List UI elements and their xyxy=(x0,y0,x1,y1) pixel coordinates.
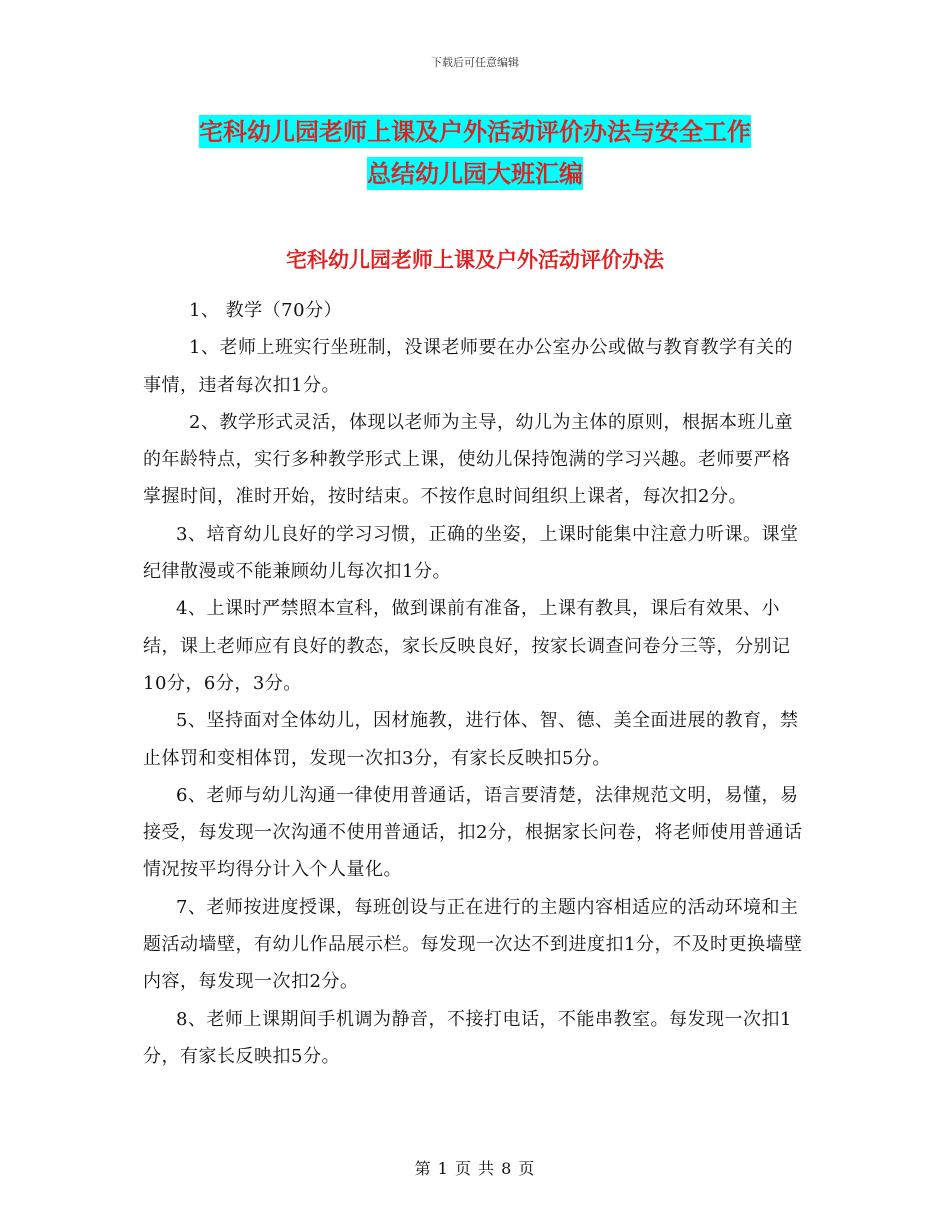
document-body xyxy=(143,292,807,1075)
document-title-line-1 xyxy=(0,108,950,156)
paragraph-1: 1、老师上班实行坐班制，没课老师要在办公室办公或做与教育教学有关的事情，违者每次扣1分。 xyxy=(143,337,793,396)
paragraph-heading: 1、 教学（70分） xyxy=(189,300,343,321)
paragraph-3: 3、培育幼儿良好的学习习惯，正确的坐姿，上课时能集中注意力听课。课堂纪律散漫或不能兼顾幼儿每次扣1分。 xyxy=(143,523,799,583)
paragraph-8: 8、老师上课期间手机调为静音，不接打电话，不能串教室。每发现一次扣1分，有家长反映扣5分。 xyxy=(143,1008,792,1067)
header-note: 下载后可任意编辑 xyxy=(431,56,519,69)
paragraph-6: 6、老师与幼儿沟通一律使用普通话，语言要清楚，法律规范文明，易懂，易接受，每发现一次沟通不使用普通话，扣2分，根据家长问卷，将老师使用普通话情况按平均得分计入个人量化。 xyxy=(143,784,803,881)
paragraph-2: 2、教学形式灵活，体现以老师为主导，幼儿为主体的原则，根据本班儿童的年龄特点，实行多种教学形式上课，使幼儿保持饱满的学习兴趣。老师要严格掌握时间，准时开始，按时结束。不按作息时间组织上课者，每次扣2分。 xyxy=(143,411,793,508)
title-highlight-1: 宅科幼儿园老师上课及户外活动评价办法与安全工作 xyxy=(199,117,751,146)
title-highlight-2: 总结幼儿园大班汇编 xyxy=(367,159,583,188)
page-footer: 第 1 页 共 8 页 xyxy=(414,1159,536,1178)
paragraph-7: 7、老师按进度授课，每班创设与正在进行的主题内容相适应的活动环境和主题活动墙壁，有幼儿作品展示栏。每发现一次达不到进度扣1分，不及时更换墙壁内容，每发现一次扣2分。 xyxy=(143,896,803,993)
section-title: 宅科幼儿园老师上课及户外活动评价办法 xyxy=(286,247,664,272)
paragraph-5: 5、坚持面对全体幼儿，因材施教，进行体、智、德、美全面进展的教育，禁止体罚和变相体罚，发现一次扣3分，有家长反映扣5分。 xyxy=(143,710,799,769)
paragraph-4: 4、上课时严禁照本宣科，做到课前有准备，上课有教具，课后有效果、小结，课上老师应有良好的教态，家长反映良好，按家长调查问卷分三等，分别记10分，6分，3分。 xyxy=(143,598,791,694)
document-title-line-2 xyxy=(0,150,950,198)
